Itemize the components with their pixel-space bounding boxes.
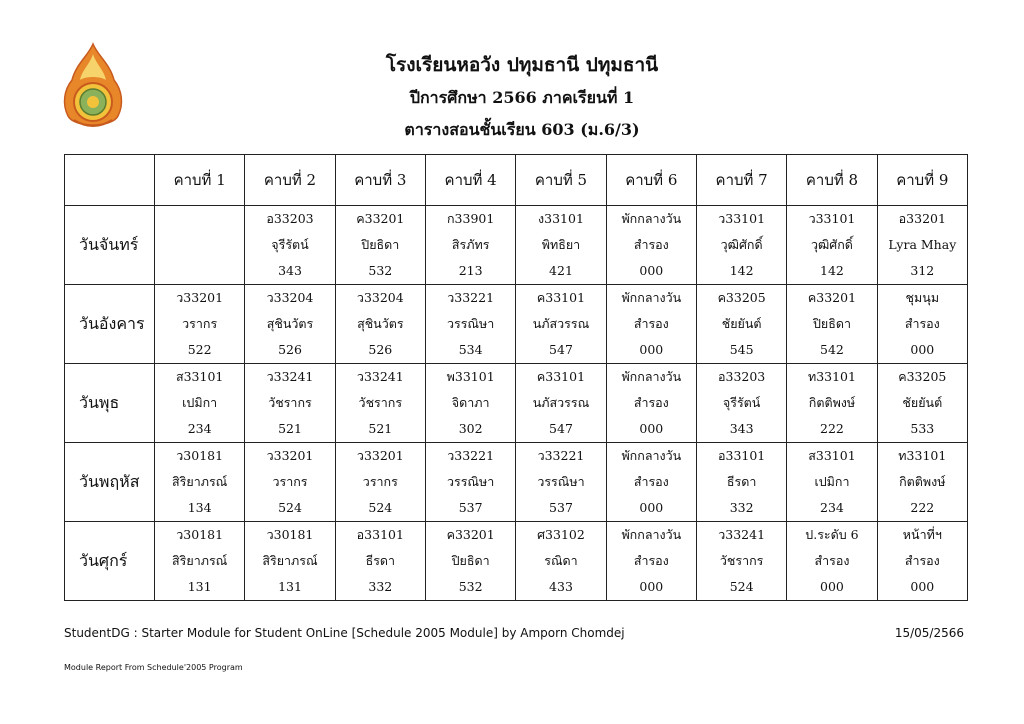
schedule-cell [787, 206, 877, 285]
schedule-cell [516, 443, 606, 522]
cell-teacher: เปมิกา [814, 474, 850, 489]
cell-room: 000 [639, 421, 664, 436]
cell-teacher: วัชรากร [358, 395, 403, 410]
schedule-cell [516, 206, 606, 285]
schedule-cell [335, 285, 425, 364]
period-header: คาบที่ 4 [425, 155, 515, 206]
cell-code: ว33201 [356, 448, 404, 463]
schedule-cell [696, 206, 786, 285]
cell-code: ศ33102 [537, 527, 585, 542]
cell-room: 000 [820, 579, 844, 594]
schedule-cell [696, 522, 786, 601]
cell-code: ว33201 [266, 448, 314, 463]
cell-code: อ33101 [356, 527, 404, 542]
cell-code: ว33221 [447, 448, 495, 463]
cell-room: 521 [368, 421, 393, 436]
cell-room: 532 [368, 263, 393, 278]
cell-room: 234 [187, 421, 212, 436]
schedule-cell [516, 364, 606, 443]
cell-code: ว33201 [176, 290, 224, 305]
schedule-cell [516, 522, 606, 601]
cell-teacher: Lyra Mhay [888, 237, 957, 252]
cell-code: ค33101 [536, 369, 586, 384]
cell-code: พ33101 [446, 369, 495, 384]
cell-teacher: จุรีรัตน์ [722, 395, 761, 410]
cell-code: อ33203 [266, 211, 314, 226]
schedule-cell [245, 522, 335, 601]
cell-code: ค33205 [717, 290, 766, 305]
cell-teacher: วรากร [362, 474, 398, 489]
cell-code: ก33901 [446, 211, 495, 226]
cell-teacher: วัชรากร [268, 395, 312, 410]
cell-teacher: สำรอง [904, 553, 940, 568]
schedule-cell [606, 285, 696, 364]
cell-teacher: สำรอง [633, 474, 669, 489]
cell-room: 222 [820, 421, 844, 436]
schedule-cell [425, 206, 515, 285]
cell-room: 000 [639, 263, 664, 278]
schedule-cell [606, 364, 696, 443]
cell-room: 537 [549, 500, 573, 515]
cell-room: 142 [820, 263, 844, 278]
cell-code: ว33241 [718, 527, 766, 542]
cell-code: ว33221 [537, 448, 585, 463]
cell-room: 524 [278, 500, 302, 515]
cell-room: 537 [458, 500, 483, 515]
cell-teacher: สำรอง [814, 553, 850, 568]
schedule-cell [335, 206, 425, 285]
schedule-cell [245, 285, 335, 364]
cell-teacher: วุฒิศักดิ์ [810, 237, 853, 252]
cell-teacher: นภัสวรรณ [532, 316, 590, 331]
schedule-cell [155, 522, 245, 601]
school-title: โรงเรียนหอวัง ปทุมธานี ปทุมธานี [385, 54, 659, 76]
cell-room: 234 [820, 500, 844, 515]
cell-code: อ33101 [717, 448, 766, 463]
cell-code: พักกลางวัน [621, 211, 682, 226]
schedule-cell [696, 443, 786, 522]
cell-code: พักกลางวัน [621, 527, 682, 542]
cell-teacher: รณิดา [544, 553, 578, 568]
cell-teacher: ธีรดา [726, 474, 757, 489]
cell-room: 131 [278, 579, 302, 594]
schedule-cell [425, 443, 515, 522]
cell-code: ว30181 [176, 527, 224, 542]
schedule-cell [877, 522, 967, 601]
day-label: วันอังคาร [65, 285, 155, 364]
day-label: วันศุกร์ [65, 522, 155, 601]
cell-code: ชุมนุม [905, 290, 940, 305]
cell-room: 000 [639, 342, 664, 357]
cell-room: 526 [278, 342, 302, 357]
cell-teacher: สำรอง [904, 316, 940, 331]
day-label: วันพฤหัส [65, 443, 155, 522]
report-note: Module Report From Schedule'2005 Program [64, 663, 243, 672]
cell-teacher: วรากร [182, 316, 218, 331]
schedule-cell [245, 443, 335, 522]
schedule-cell [155, 206, 245, 285]
schedule-cell [877, 364, 967, 443]
cell-code: ว33241 [356, 369, 404, 384]
schedule-cell [335, 522, 425, 601]
cell-room: 222 [910, 500, 935, 515]
cell-teacher: วรรณิษา [446, 474, 495, 489]
day-row [65, 206, 968, 285]
cell-teacher [155, 232, 244, 258]
cell-room [155, 258, 244, 284]
cell-code: ส33101 [175, 369, 224, 384]
cell-code: พักกลางวัน [621, 369, 682, 384]
cell-teacher: วรากร [272, 474, 308, 489]
cell-teacher: วรรณิษา [446, 316, 495, 331]
cell-code: พักกลางวัน [621, 290, 682, 305]
schedule-cell [245, 206, 335, 285]
schedule-cell [425, 364, 515, 443]
cell-code: ว33241 [266, 369, 314, 384]
schedule-cell [877, 443, 967, 522]
cell-code: อ33201 [898, 211, 946, 226]
term-title: ปีการศึกษา 2566 ภาคเรียนที่ 1 [409, 88, 635, 107]
cell-code: ท33101 [898, 448, 947, 463]
cell-code: ส33101 [808, 448, 856, 463]
cell-room: 545 [729, 342, 754, 357]
day-label: วันพุธ [65, 364, 155, 443]
cell-room: 534 [458, 342, 483, 357]
period-header: คาบที่ 2 [245, 155, 335, 206]
cell-room: 524 [368, 500, 393, 515]
schedule-cell [696, 364, 786, 443]
schedule-cell [245, 364, 335, 443]
cell-room: 532 [458, 579, 483, 594]
cell-teacher: สิริยาภรณ์ [172, 553, 228, 568]
period-header: คาบที่ 3 [335, 155, 425, 206]
cell-teacher: สำรอง [633, 316, 669, 331]
cell-teacher: ปิยธิดา [812, 316, 851, 331]
cell-room: 533 [910, 421, 935, 436]
schedule-cell [155, 364, 245, 443]
cell-code: อ33203 [717, 369, 766, 384]
cell-room: 522 [187, 342, 212, 357]
cell-teacher: สำรอง [633, 553, 669, 568]
cell-teacher: สำรอง [633, 237, 669, 252]
schedule-cell [606, 522, 696, 601]
period-header: คาบที่ 9 [877, 155, 967, 206]
cell-teacher: จุรีรัตน์ [271, 237, 309, 252]
schedule-cell [787, 364, 877, 443]
cell-room: 134 [187, 500, 212, 515]
cell-code: ว33221 [447, 290, 495, 305]
report-date: 15/05/2566 [894, 626, 964, 640]
cell-code: ค33201 [446, 527, 495, 542]
cell-code: ค33205 [898, 369, 947, 384]
cell-room: 547 [549, 342, 573, 357]
cell-room: 542 [820, 342, 844, 357]
cell-teacher: นภัสวรรณ [532, 395, 590, 410]
schedule-cell [516, 285, 606, 364]
period-header: คาบที่ 5 [516, 155, 606, 206]
schedule-cell [606, 206, 696, 285]
schedule-cell [606, 443, 696, 522]
cell-teacher: สิรภัทร [451, 237, 490, 252]
day-row [65, 364, 968, 443]
cell-room: 421 [549, 263, 573, 278]
cell-teacher: สุชินวัตร [357, 316, 404, 331]
cell-teacher: ชัยยันต์ [721, 316, 762, 331]
cell-teacher: วัชรากร [719, 553, 764, 568]
cell-teacher: สิริยาภรณ์ [172, 474, 228, 489]
cell-room: 332 [729, 500, 754, 515]
cell-room: 000 [910, 342, 935, 357]
cell-teacher: วรรณิษา [537, 474, 585, 489]
period-header: คาบที่ 6 [606, 155, 696, 206]
cell-code: ท33101 [807, 369, 856, 384]
cell-teacher: ปิยธิดา [361, 237, 400, 252]
cell-code: ว33204 [266, 290, 314, 305]
cell-teacher: ชัยยันต์ [902, 395, 943, 410]
schedule-cell [425, 285, 515, 364]
cell-teacher: ธีรดา [365, 553, 396, 568]
cell-teacher: สุชินวัตร [266, 316, 314, 331]
schedule-cell [696, 285, 786, 364]
cell-teacher: ปิยธิดา [451, 553, 490, 568]
period-header: คาบที่ 8 [787, 155, 877, 206]
cell-teacher: เปมิกา [182, 395, 218, 410]
cell-code: ว33101 [808, 211, 856, 226]
cell-code: ว30181 [266, 527, 314, 542]
schedule-cell [335, 364, 425, 443]
cell-teacher: พิทธิยา [541, 237, 581, 252]
day-row [65, 443, 968, 522]
cell-code: หน้าที่ฯ [902, 527, 942, 542]
cell-room: 343 [729, 421, 754, 436]
cell-room: 433 [549, 579, 573, 594]
cell-code: ค33201 [356, 211, 405, 226]
schedule-cell [155, 443, 245, 522]
period-header: คาบที่ 1 [155, 155, 245, 206]
day-row [65, 522, 968, 601]
cell-code: ว30181 [176, 448, 224, 463]
cell-code [155, 206, 244, 232]
cell-teacher: จิดาภา [451, 395, 490, 410]
cell-teacher: สิริยาภรณ์ [262, 553, 318, 568]
cell-code: ค33101 [536, 290, 586, 305]
schedule-table [64, 154, 968, 601]
schedule-cell [877, 206, 967, 285]
cell-code: ว33101 [718, 211, 766, 226]
cell-room: 000 [910, 579, 935, 594]
cell-room: 312 [910, 263, 935, 278]
cell-teacher: กิตติพงษ์ [899, 474, 946, 489]
cell-room: 302 [458, 421, 483, 436]
cell-room: 142 [729, 263, 754, 278]
schedule-cell [877, 285, 967, 364]
schedule-cell [155, 285, 245, 364]
cell-room: 000 [639, 579, 664, 594]
header-row [65, 155, 968, 206]
day-label: วันจันทร์ [65, 206, 155, 285]
cell-room: 131 [187, 579, 212, 594]
cell-code: ค33201 [807, 290, 857, 305]
cell-room: 521 [278, 421, 302, 436]
cell-room: 547 [549, 421, 573, 436]
cell-teacher: วุฒิศักดิ์ [720, 237, 763, 252]
class-title: ตารางสอนชั้นเรียน 603 (ม.6/3) [404, 120, 640, 139]
cell-teacher: สำรอง [633, 395, 669, 410]
cell-room: 332 [368, 579, 393, 594]
cell-code: ว33204 [356, 290, 404, 305]
cell-teacher: กิตติพงษ์ [808, 395, 856, 410]
cell-room: 343 [278, 263, 302, 278]
cell-room: 526 [368, 342, 393, 357]
schedule-cell [335, 443, 425, 522]
schedule-cell [787, 285, 877, 364]
schedule-cell [787, 522, 877, 601]
cell-code: ป.ระดับ 6 [805, 527, 859, 542]
cell-code: พักกลางวัน [621, 448, 682, 463]
cell-room: 213 [458, 263, 483, 278]
schedule-cell [425, 522, 515, 601]
schedule-cell [787, 443, 877, 522]
credit-text: StudentDG : Starter Module for Student OnLine [Schedule 2005 Module] by Amporn Chomdej [64, 626, 625, 640]
day-row [65, 285, 968, 364]
cell-room: 524 [729, 579, 754, 594]
cell-room: 000 [639, 500, 664, 515]
corner-cell [65, 155, 155, 206]
period-header: คาบที่ 7 [696, 155, 786, 206]
cell-code: ง33101 [538, 211, 584, 226]
